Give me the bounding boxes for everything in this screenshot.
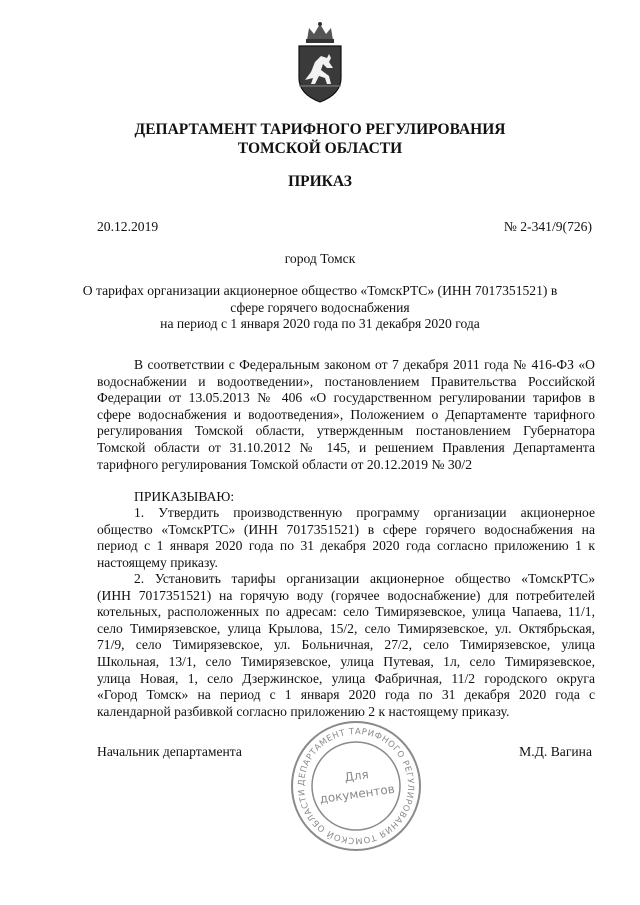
text-line: 71/9, село Тимирязевское, ул. Больничная, 27/2, село Тимирязевское, улица: [97, 637, 595, 653]
text-line: (ИНН 7017351521) на горячую воду (горячее водоснабжение) для потребителей: [97, 587, 595, 603]
order-date: 20.12.2019: [97, 219, 159, 234]
text-line: Школьная, 13/1, село Тимирязевское, улица Путевая, 1л, село Тимирязевское,: [97, 653, 595, 669]
text-line: сфере водоснабжения и водоотведения», Положением о Департаменте тарифного: [97, 406, 595, 422]
official-stamp: [288, 718, 424, 854]
signatory-position: Начальник департамента: [97, 744, 242, 759]
text-line: 1. Утвердить производственную программу организации акционерное: [134, 505, 595, 520]
tomsk-region-coat-of-arms-icon: [291, 20, 349, 106]
department-name-line2: ТОМСКОЙ ОБЛАСТИ: [237, 140, 403, 157]
subject-line: на период с 1 января 2020 года по 31 декабря 2020 года: [160, 316, 480, 332]
stamp-ring-text: ДЕПАРТАМЕНТ ТАРИФНОГО РЕГУЛИРОВАНИЯ ТОМСКОЙ ОБЛАСТИ: [296, 726, 416, 846]
text-line: Федерации от 13.05.2013 № 406 «О государственном регулировании тарифов в: [97, 390, 595, 406]
text-line: настоящему приказу.: [97, 554, 218, 570]
order-subject: [70, 283, 570, 333]
text-line: период с 1 января 2020 года по 31 декабря 2020 года согласно приложению 1 к: [97, 538, 595, 554]
order-number: № 2-341/9(726): [503, 219, 592, 234]
stamp-center-line1: Для: [343, 767, 370, 785]
order-word: ПРИКАЗЫВАЮ:: [134, 489, 235, 504]
signatory-name: М.Д. Вагина: [519, 744, 592, 759]
text-line: «Город Томск» на период с 1 января 2020 года по 31 декабря 2020 года с: [97, 687, 595, 703]
order-item-2: [97, 571, 595, 720]
text-line: общество «ТомскРТС» (ИНН 7017351521) в сфере горячего водоснабжения на: [97, 521, 595, 537]
text-line: 2. Установить тарифы организации акционерное общество «ТомскРТС»: [134, 571, 595, 586]
preamble-paragraph: [97, 357, 595, 473]
text-line: В соответствии с Федеральным законом от 7 декабря 2011 года № 416-ФЗ «О: [134, 357, 595, 372]
document-title: ПРИКАЗ: [288, 173, 352, 190]
department-name-line1: ДЕПАРТАМЕНТ ТАРИФНОГО РЕГУЛИРОВАНИЯ: [134, 121, 506, 138]
text-line: село Тимирязевское, улица Крылова, 15/2, село Тимирязевское, ул. Октябрьская,: [97, 620, 595, 636]
text-line: Томской области от 31.10.2012 № 145, и решением Правления Департамента: [97, 439, 595, 455]
city: город Томск: [284, 251, 356, 266]
text-line: календарной разбивкой согласно приложению 2 к настоящему приказу.: [97, 703, 510, 719]
stamp-center-line2: документов: [318, 781, 396, 807]
order-item-1: [97, 505, 595, 571]
subject-line: О тарифах организации акционерное общество «ТомскРТС» (ИНН 7017351521) в: [82, 283, 558, 298]
text-line: улица Новая, 1, село Дзержинское, улица Фабричная, 11/2 городского округа: [97, 670, 595, 686]
text-line: тарифного регулирования Томской области от 20.12.2019 № 30/2: [97, 456, 472, 472]
subject-line: сфере горячего водоснабжения: [230, 299, 410, 315]
text-line: регулирования Томской области, утвержденным постановлением Губернатора: [97, 423, 595, 439]
text-line: водоснабжении и водоотведении», постановлением Правительства Российской: [97, 373, 595, 389]
text-line: котельных, расположенных по адресам: село Тимирязевское, улица Чапаева, 11/1,: [97, 604, 595, 620]
